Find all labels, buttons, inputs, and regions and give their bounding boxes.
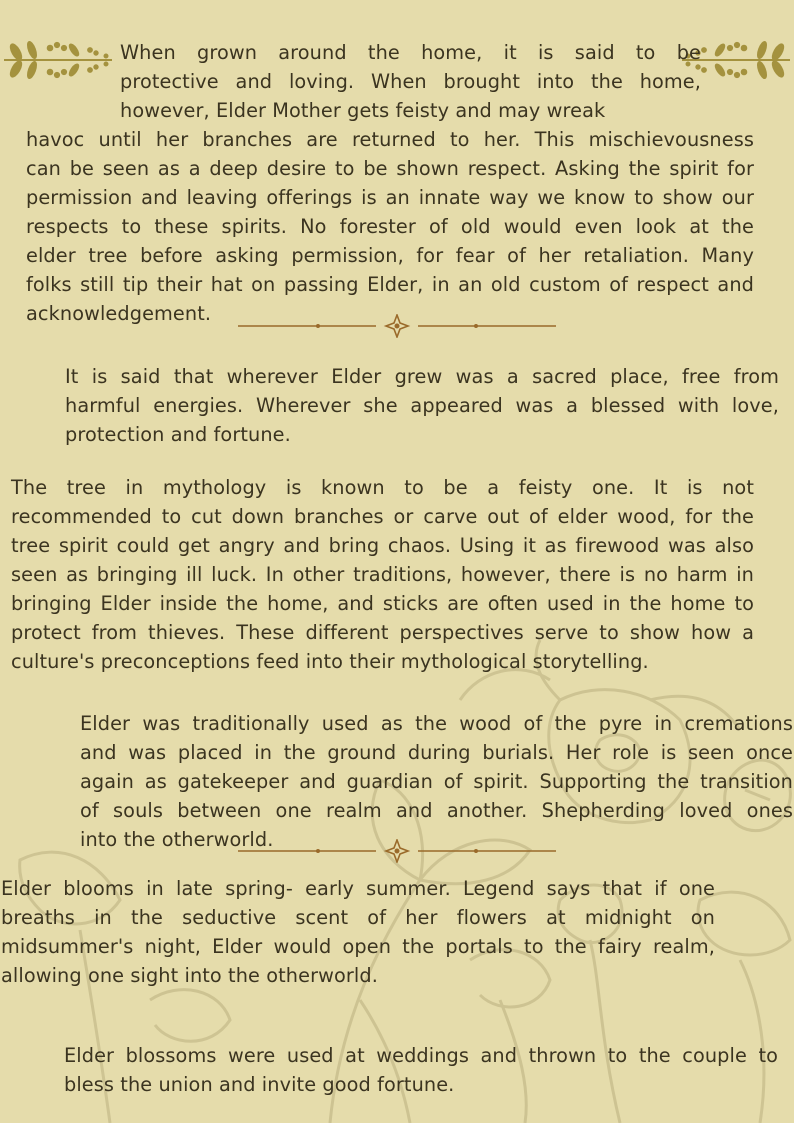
text-line: breaths in the seductive scent of her flowers at midnight on [1, 906, 715, 929]
text-line: bless the union and invite good fortune. [64, 1073, 455, 1096]
text-line: can be seen as a deep desire to be shown respect. Asking the spirit for [26, 157, 754, 180]
text-line: permission and leaving offerings is an innate way we know to show our [26, 186, 754, 209]
text-line: seen as bringing ill luck. In other traditions, however, there is no harm in [11, 563, 754, 586]
ornamental-divider [236, 314, 558, 338]
text-line: respects to these spirits. No forester of old would even look at the [26, 215, 754, 238]
paragraph-mythology [11, 473, 754, 676]
text-line: protective and loving. When brought into the home, [120, 70, 701, 93]
text-line: harmful energies. Wherever she appeared was a blessed with love, [65, 394, 779, 417]
text-line: protection and fortune. [65, 423, 291, 446]
paragraph-elder-mother [26, 38, 754, 328]
text-line: It is said that wherever Elder grew was a sacred place, free from [65, 365, 779, 388]
text-line: folks still tip their hat on passing Elder, in an old custom of respect and [26, 273, 754, 296]
paragraph-cremations [80, 709, 793, 854]
text-line: Elder blooms in late spring- early summer. Legend says that if one [1, 877, 715, 900]
paragraph-sacred-place [65, 362, 779, 449]
text-line: Elder was traditionally used as the wood of the pyre in cremations [80, 712, 793, 735]
text-line: elder tree before asking permission, for fear of her retaliation. Many [26, 244, 754, 267]
paragraph-blooms [1, 874, 715, 990]
text-line: protect from thieves. These different perspectives serve to show how a [11, 621, 754, 644]
text-line: havoc until her branches are returned to her. This mischievousness [26, 128, 754, 151]
paragraph-weddings [64, 1041, 778, 1099]
text-line: recommended to cut down branches or carve out of elder wood, for the [11, 505, 754, 528]
text-line: again as gatekeeper and guardian of spirit. Supporting the transition [80, 770, 793, 793]
text-line: into the otherworld. [80, 828, 274, 851]
text-line: allowing one sight into the otherworld. [1, 964, 378, 987]
text-line: and was placed in the ground during burials. Her role is seen once [80, 741, 793, 764]
text-line: The tree in mythology is known to be a feisty one. It is not [11, 476, 754, 499]
text-line: bringing Elder inside the home, and sticks are often used in the home to [11, 592, 754, 615]
ornamental-divider [236, 839, 558, 863]
text-line: Elder blossoms were used at weddings and thrown to the couple to [64, 1044, 778, 1067]
text-line: however, Elder Mother gets feisty and may wreak [120, 99, 606, 122]
text-line: midsummer's night, Elder would open the portals to the fairy realm, [1, 935, 715, 958]
text-line: tree spirit could get angry and bring chaos. Using it as firewood was also [11, 534, 754, 557]
text-line: acknowledgement. [26, 302, 212, 325]
text-line: of souls between one realm and another. Shepherding loved ones [80, 799, 793, 822]
text-line: culture's preconceptions feed into their mythological storytelling. [11, 650, 649, 673]
text-line: When grown around the home, it is said to be [120, 41, 701, 64]
